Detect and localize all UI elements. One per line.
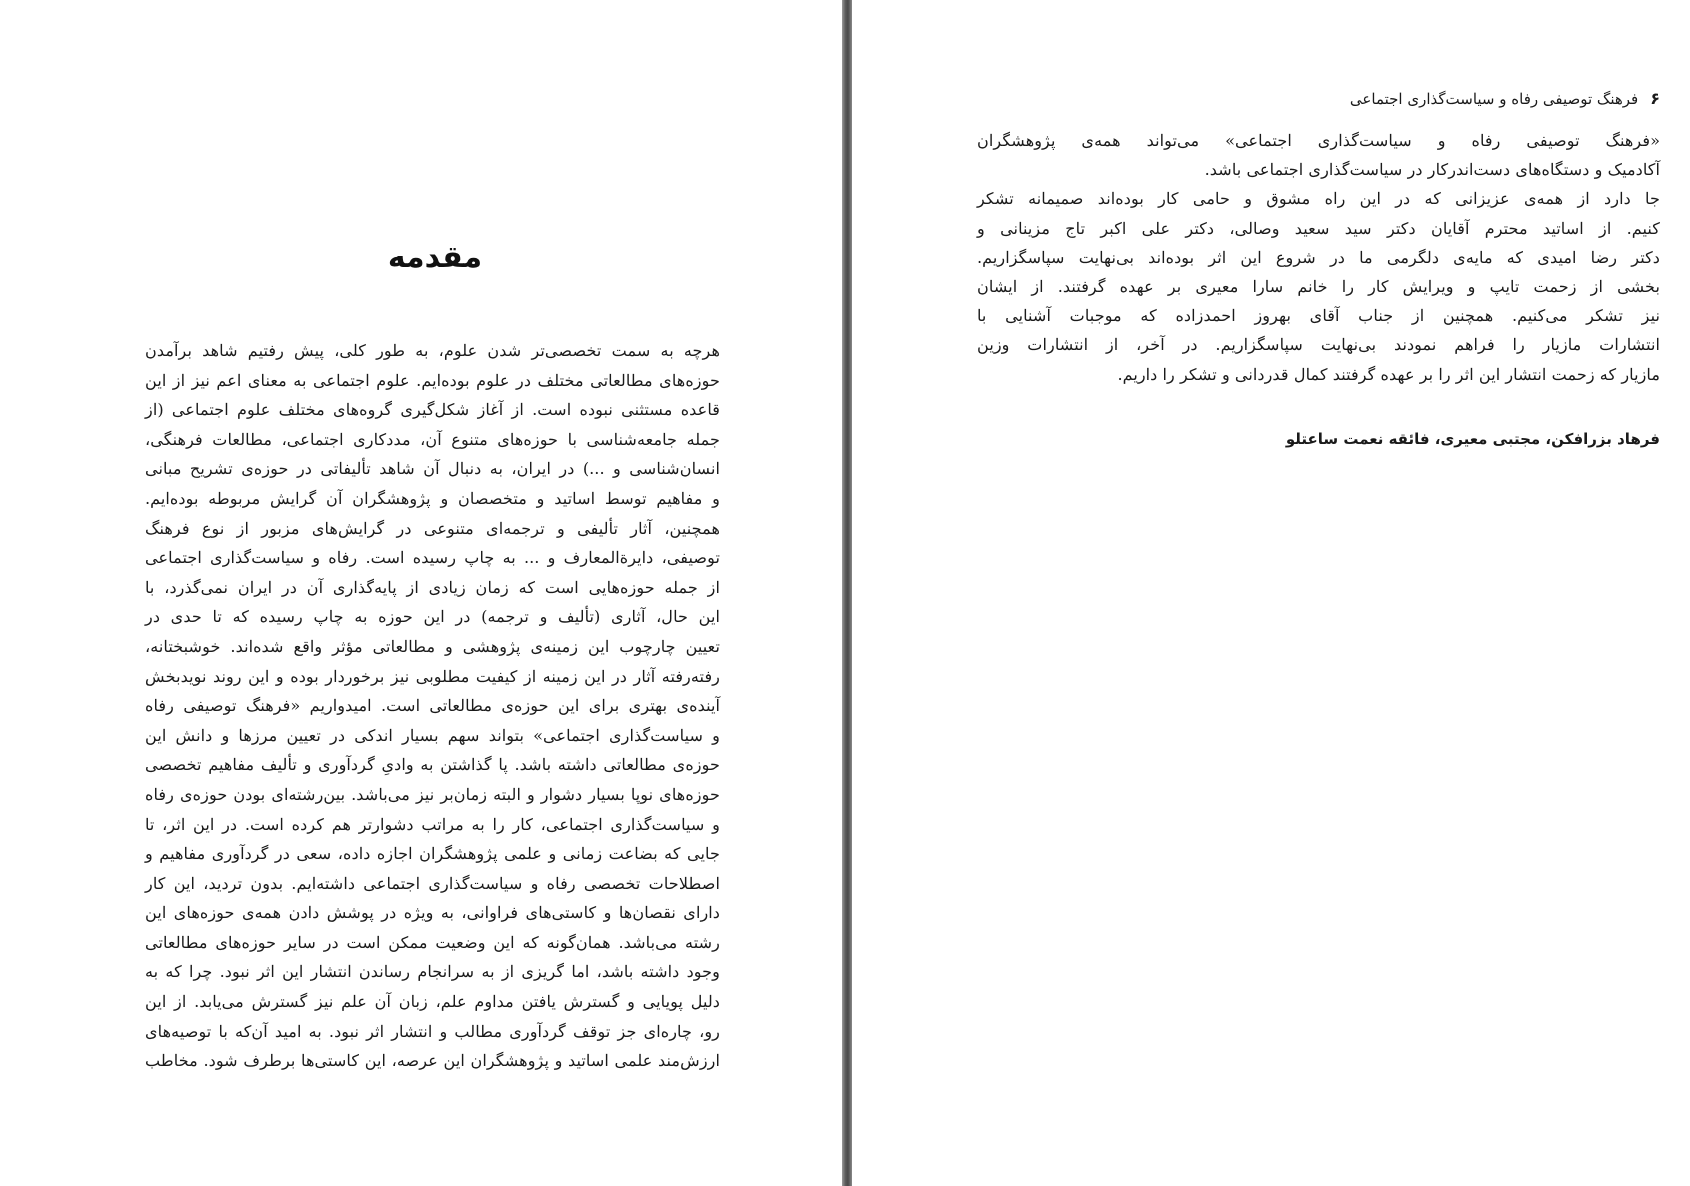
- text-line: «فرهنگ توصیفی رفاه و سیاست‌گذاری اجتماعی» می‌تواند همه‌ی پژوهشگران: [977, 131, 1660, 150]
- text-line: کنیم. از اساتید محترم آقایان دکتر سید سعید وصالی، دکتر علی اکبر تاج مزینانی و: [977, 218, 1660, 238]
- text-line: حوزه‌های مطالعاتی مختلف در علوم بوده‌ایم. علوم اجتماعی به معنای اعم نیز از این: [145, 370, 720, 390]
- text-line: نیز تشکر می‌کنیم. همچنین از جناب آقای بهروز احمدزاده که موجبات آشنایی با: [977, 306, 1660, 326]
- right-page: [852, 0, 1690, 1186]
- text-line: توصیفی، دایرةالمعارف و ... به چاپ رسیده است. رفاه و سیاست‌گذاری اجتماعی: [145, 548, 720, 568]
- text-line: بخشی از زحمت تایپ و ویرایش کار را خانم سارا معیری بر عهده گرفتند. از ایشان: [977, 276, 1660, 296]
- left-body-text: [145, 336, 720, 1076]
- text-line: جا دارد از همه‌ی عزیزانی که در این راه مشوق و حامی کار بوده‌اند صمیمانه تشکر: [977, 189, 1660, 209]
- text-line: حوزه‌های نوپا بسیار دشوار و البته زمان‌بر نیز می‌باشد. بین‌رشته‌ای بودن حوزه‌ی رفاه: [145, 784, 720, 804]
- text-line: ارزش‌مند علمی اساتید و پژوهشگران این عرصه، این کاستی‌ها برطرف شود. مخاطب: [145, 1051, 720, 1071]
- text-line: جمله جامعه‌شناسی با حوزه‌های متنوع آن، مددکاری اجتماعی، مطالعات فرهنگی،: [145, 429, 720, 449]
- text-line: تعیین چارچوب این زمینه‌ی پژوهشی و مطالعاتی مؤثر واقع شده‌اند. خوشبختانه،: [145, 636, 720, 656]
- text-line: انسان‌شناسی و ...) در ایران، به دنبال آن شاهد تألیفاتی در حوزه‌ی تشریح مبانی: [145, 459, 720, 479]
- text-line: از جمله حوزه‌هایی است که زمان زیادی از پایه‌گذاری آن در ایران نمی‌گذرد، با: [145, 577, 720, 597]
- text-line: دارای نقصان‌ها و کاستی‌های فراوانی، به ویژه در پوشش دادن همه‌ی حوزه‌های این: [145, 903, 720, 923]
- text-line: انتشارات مازیار را فراهم نمودند بی‌نهایت سپاسگزاریم. در آخر، از انتشارات وزین: [977, 335, 1660, 355]
- running-header: [1240, 86, 1660, 112]
- text-line: همچنین، آثار تألیفی و ترجمه‌ای متنوعی در گرایش‌های مزبور از نوع فرهنگ: [145, 518, 720, 538]
- text-line: رشته می‌باشد. همان‌گونه که این وضعیت ممکن است در سایر حوزه‌های مطالعاتی: [145, 932, 720, 952]
- text-line: رو، چاره‌ای جز توقف گردآوری مطالب و انتشار اثر نبود. به امید آن‌که با توصیه‌های: [145, 1021, 720, 1041]
- text-line: جایی که بضاعت زمانی و علمی پژوهشگران اجازه داده، سعی در گردآوری مفاهیم و: [145, 844, 720, 864]
- authors-signature: فرهاد بزرافکن، مجتبی معیری، فائقه نعمت ساعتلو: [1285, 430, 1660, 448]
- text-line: این حال، آثاری (تألیف و ترجمه) در این حوزه به چاپ رسیده که تا حدی در: [145, 607, 720, 627]
- left-page: [0, 0, 842, 1186]
- text-line: حوزه‌ی مطالعاتی داشته باشد. پا گذاشتن به وادیِ گردآوری و تألیف مفاهیم تخصصی: [145, 755, 720, 775]
- text-line: دلیل پویایی و گسترش یافتن مداوم علم، زبان آن علم نیز گسترش می‌یابد. از این: [145, 992, 720, 1012]
- text-line: آینده‌ی بهتری برای این حوزه‌ی مطالعاتی است. امیدواریم «فرهنگ توصیفی رفاه: [145, 696, 720, 716]
- right-body-text: [977, 126, 1660, 389]
- chapter-title: مقدمه: [387, 240, 483, 275]
- text-line: اصطلاحات تخصصی رفاه و سیاست‌گذاری اجتماعی داشته‌ایم. بدون تردید، این کار: [145, 873, 720, 893]
- running-header-title: فرهنگ توصیفی رفاه و سیاست‌گذاری اجتماعی: [1349, 90, 1639, 108]
- text-line: و سیاست‌گذاری اجتماعی» بتواند سهم بسیار اندکی در تعیین مرزها و دانش این: [145, 725, 720, 745]
- text-line: رفته‌رفته آثار در این زمینه از کیفیت مطلوبی نیز برخوردار بوده و این روند نویدبخش: [145, 666, 720, 686]
- text-line: قاعده مستثنی نبوده است. از آغاز شکل‌گیری گروه‌های مختلف علوم اجتماعی (از: [145, 400, 720, 420]
- text-line: دکتر رضا امیدی که مایه‌ی دلگرمی ما در شروع این اثر بوده‌اند بی‌نهایت سپاسگزاریم.: [977, 247, 1660, 267]
- book-gutter: [842, 0, 852, 1186]
- text-line: آکادمیک و دستگاه‌های دست‌اندرکار در سیاست‌گذاری اجتماعی باشد.: [1204, 160, 1660, 180]
- text-line: مازیار که زحمت انتشار این اثر را بر عهده گرفتند کمال قدردانی و تشکر را داریم.: [1117, 364, 1660, 384]
- text-line: و سیاست‌گذاری اجتماعی، کار را به مراتب دشوارتر هم کرده است. در این اثر، تا: [145, 814, 720, 834]
- text-line: و مفاهیم توسط اساتید و متخصصان و پژوهشگران آن گرایش مربوطه بوده‌ایم.: [145, 488, 720, 508]
- page-number: ۶: [1650, 89, 1660, 108]
- text-line: وجود داشته باشد، اما گریزی از به سرانجام رساندن انتشار این اثر نبود. چرا که به: [145, 962, 720, 982]
- text-line: هرچه به سمت تخصصی‌تر شدن علوم، به طور کلی، پیش رفتیم شاهد برآمدن: [145, 341, 720, 360]
